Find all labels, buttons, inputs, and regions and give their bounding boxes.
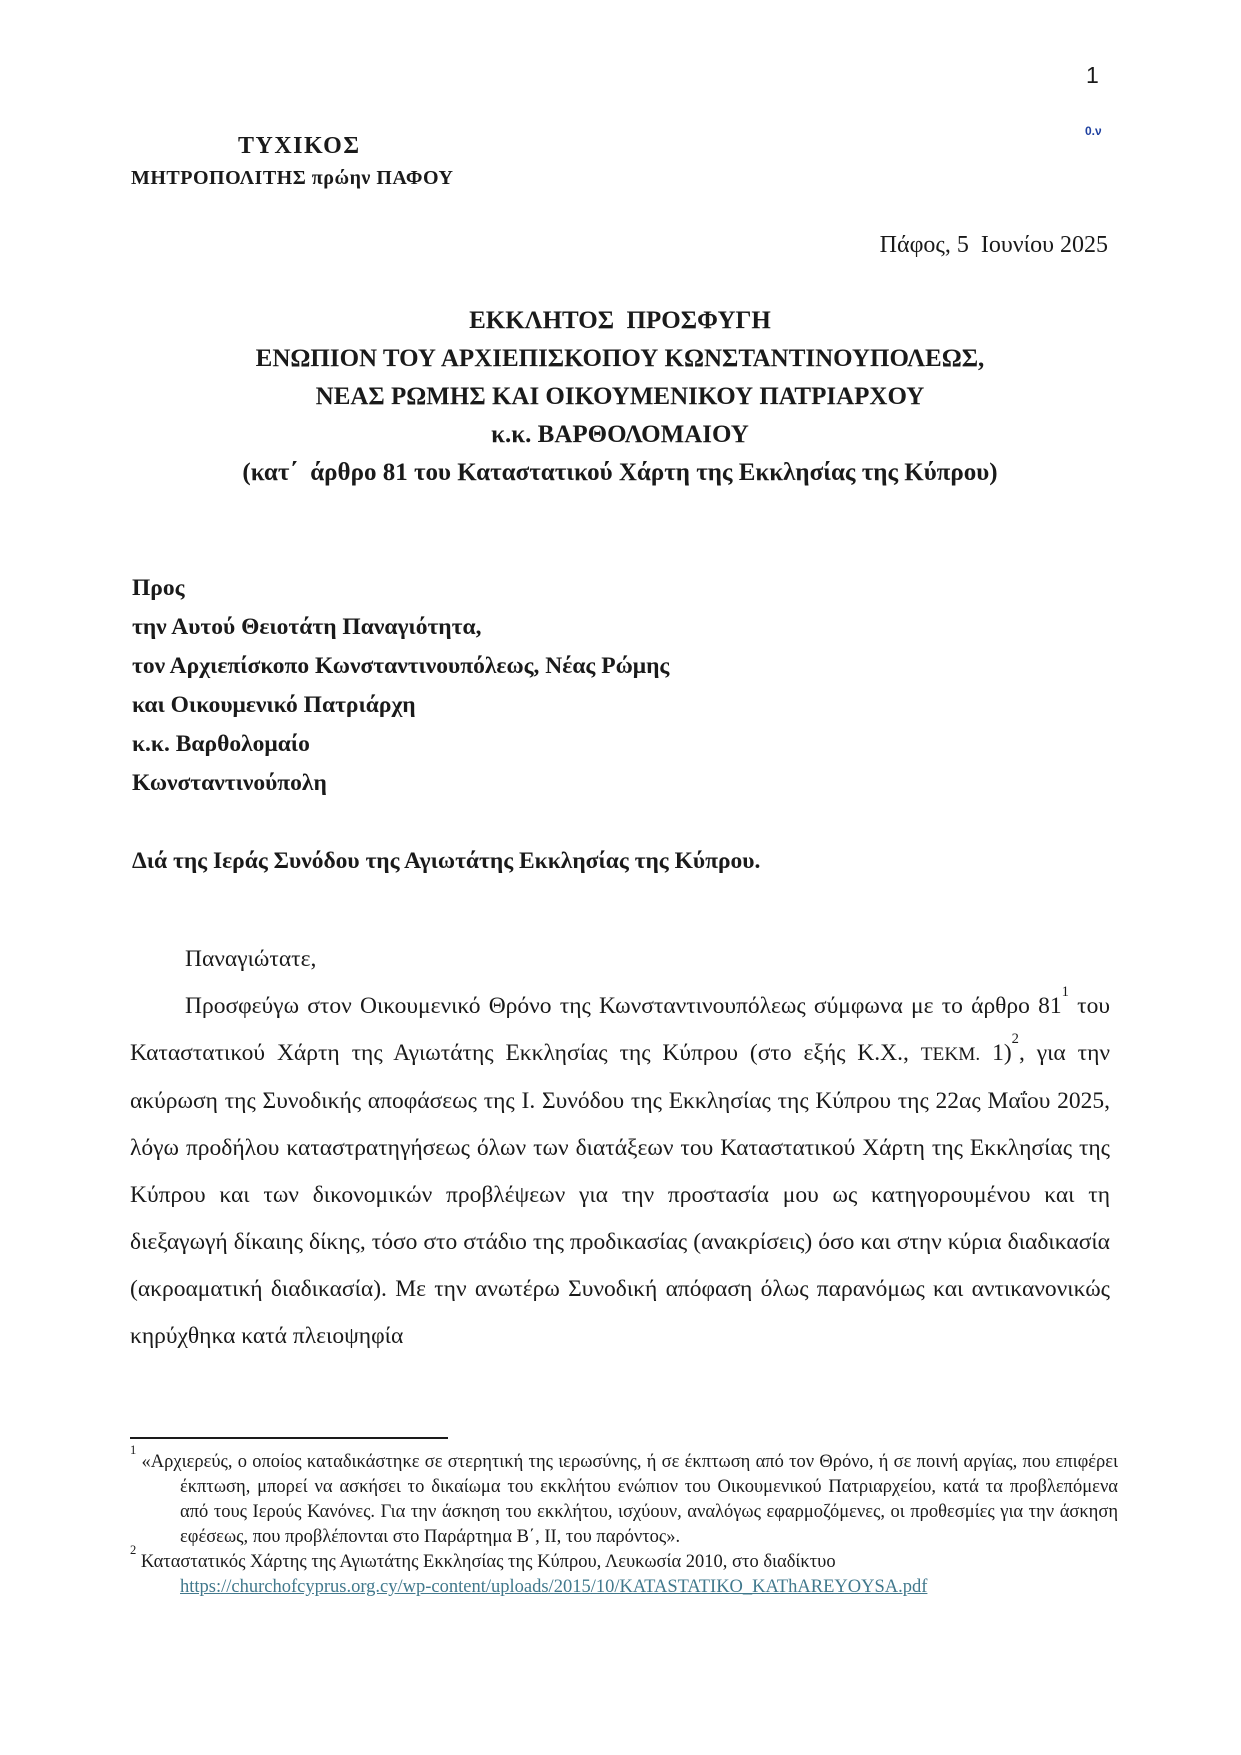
body-text-segment: 1) [980,1040,1012,1066]
body-paragraph [130,983,1110,1360]
letterhead-name: ΤΥΧΙΚΟΣ [238,133,361,159]
title-line-3: ΝΕΑΣ ΡΩΜΗΣ ΚΑΙ ΟΙΚΟΥΜΕΝΙΚΟΥ ΠΑΤΡΙΑΡΧΟΥ [315,383,925,410]
recipient-line: και Οικουμενικό Πατριάρχη [132,692,416,718]
footnote-reference-2: 2 [1011,1031,1019,1048]
corner-mark: 0.ν [1085,124,1102,138]
title-line-2: ΕΝΩΠΙΟΝ ΤΟΥ ΑΡΧΙΕΠΙΣΚΟΠΟΥ ΚΩΝΣΤΑΝΤΙΝΟΥΠΟΛΕΩΣ, [255,345,985,372]
letterhead-title: ΜΗΤΡΟΠΟΛΙΤΗΣ πρώην ΠΑΦΟΥ [131,167,454,189]
footnote-area [130,1437,1118,1600]
recipient-line: τον Αρχιεπίσκοπο Κωνσταντινουπόλεως, Νέας Ρώμης [132,653,670,679]
dateline: Πάφος, 5 Ιουνίου 2025 [879,232,1108,258]
recipient-line: την Αυτού Θειοτάτη Παναγιότητα, [132,614,482,640]
body-text-segment: , για την ακύρωση της Συνοδικής αποφάσεως της Ι. Συνόδου της Εκκλησίας της Κύπρου της 22ας Μαΐου 2025, λόγω προδήλου καταστρατηγήσεως όλων των διατάξεων του Καταστατικού Χάρτη της Εκκλησίας της Κύπρου και των δικονομικών προβλέψεων για την προστασία μου ως κατηγορουμένου και τη διεξαγωγή δίκαιης δίκης, τόσο στο στάδιο της προδικασίας (ανακρίσεις) όσο και στην κύρια διαδικασία (ακροαματική διαδικασία). Με την ανωτέρω Συνοδική απόφαση όλως παρανόμως και αντικανονικώς κηρύχθηκα κατά πλειοψηφία [130,1040,1110,1349]
letterhead [131,133,453,190]
footnote-separator-line [130,1437,448,1439]
document-title [130,302,1110,492]
exhibit-abbreviation: ΤΕΚΜ. [920,1044,981,1065]
recipient-line: κ.κ. Βαρθολομαίο [132,731,310,757]
letter-body [130,936,1110,1360]
body-text-segment: Προσφεύγω στον Οικουμενικό Θρόνο της Κωνσταντινουπόλεως σύμφωνα με το άρθρο 81 [185,993,1062,1019]
footnote-reference-1: 1 [1061,984,1069,1001]
footnote-2 [130,1542,1118,1575]
footnote-hyperlink[interactable]: https://churchofcyprus.org.cy/wp-content/uploads/2015/10/KATASTATIKO_KAThAREYOYSA.pdf [180,1577,928,1597]
footnote-marker: 1 [130,1442,137,1457]
footnote-marker: 2 [130,1542,137,1557]
salutation: Παναγιώτατε, [185,946,317,972]
title-line-5: (κατ΄ άρθρο 81 του Καταστατικού Χάρτη της Εκκλησίας της Κύπρου) [242,459,998,486]
recipient-line: Κωνσταντινούπολη [132,770,327,796]
footnote-1 [130,1442,1118,1550]
title-line-4: κ.κ. ΒΑΡΘΟΛΟΜΑΙΟΥ [491,421,749,448]
via-line: Διά της Ιεράς Συνόδου της Αγιωτάτης Εκκλησίας της Κύπρου. [132,848,761,874]
body-text-segment: του Καταστατικού Χάρτη της Αγιωτάτης Εκκλησίας της Κύπρου (στο εξής Κ.Χ., [130,993,1110,1066]
footnote-text: «Αρχιερεύς, ο οποίος καταδικάστηκε σε στερητική της ιερωσύνης, ή σε έκπτωση από τον Θρόνο, ή σε ποινή αργίας, που επιφέρει έκπτωση, μπορεί να ασκήσει το δικαίωμα του εκκλήτου ενώπιον του Οικουμενικού Πατριαρχείου, κατά τα προβλεπόμενα από τους Ιερούς Κανόνες. Για την άσκηση του εκκλήτου, ισχύουν, αναλόγως εφαρμοζόμενες, οι προθεσμίες για την άσκηση εφέσεως, που προβλέπονται στο Παράρτημα Β΄, ΙΙ, του παρόντος». [141,1452,1118,1547]
recipient-block [132,569,669,803]
title-line-1: ΕΚΚΛΗΤΟΣ ΠΡΟΣΦΥΓΗ [469,307,771,334]
footnote-text: Καταστατικός Χάρτης της Αγιωτάτης Εκκλησίας της Κύπρου, Λευκωσία 2010, στο διαδίκτυο [140,1552,836,1572]
footnote-link-line [130,1575,1118,1600]
recipient-line: Προς [132,575,185,601]
page-number: 1 [1086,62,1099,88]
